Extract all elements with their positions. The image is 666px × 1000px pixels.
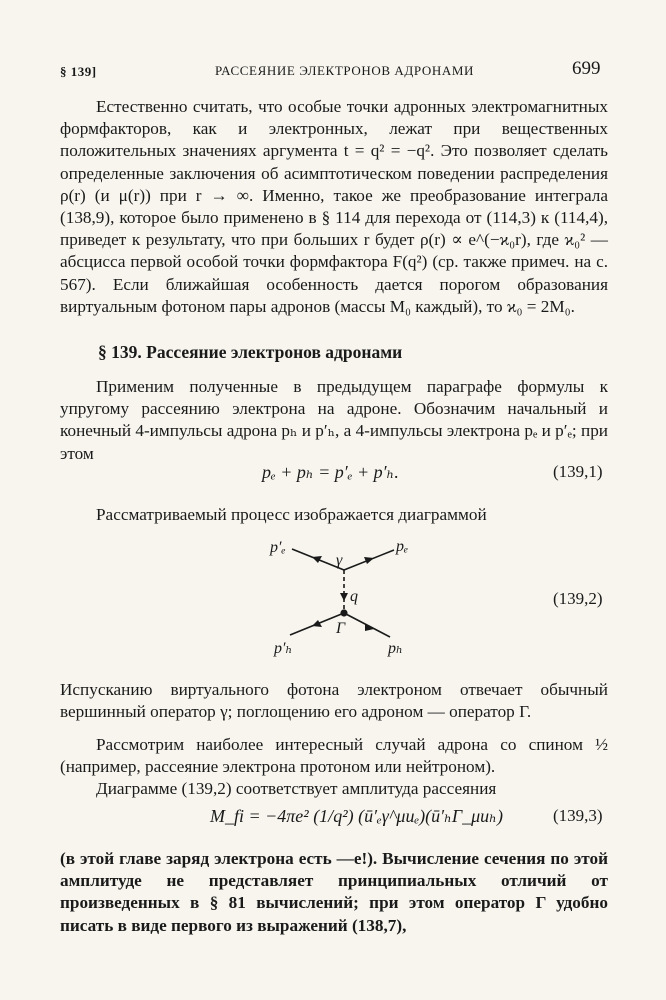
arrow-icon (364, 557, 374, 564)
label-p-e: pₑ (396, 538, 409, 555)
label-p-h: pₕ (388, 640, 403, 657)
label-vertex-gamma: Γ (336, 620, 346, 637)
page-number: 699 (572, 58, 601, 79)
label-q: q (350, 588, 358, 605)
running-header-section: § 139] (60, 64, 97, 79)
label-p-e-prime: p′ₑ (270, 539, 286, 556)
hadron-vertex (340, 609, 347, 616)
equation-number-139-1: (139,1) (553, 462, 603, 481)
equation-139-1: pₑ + pₕ = p′ₑ + p′ₕ. (262, 462, 399, 482)
paragraph-amplitude-intro: Диаграмме (139,2) соответствует амплитуда рассеяния (96, 779, 497, 798)
incoming-hadron-line (344, 613, 390, 637)
paragraph-cross-section: (в этой главе заряд электрона есть —e!). Вычисление сечения по этой амплитуде не представляет принципиальных отличий от произведенных в § 81 вычислений; при этом оператор Γ удобно писать в виде первого из выражений (138,7), (60, 849, 608, 935)
label-gamma: γ (336, 552, 343, 569)
paragraph-diagram-intro: Рассматриваемый процесс изображается диаграммой (96, 505, 487, 524)
equation-number-139-2: (139,2) (553, 589, 603, 608)
paragraph-elastic-scattering: Применим полученные в предыдущем параграфе формулы к упругому рассеянию электрона на адроне. Обозначим начальный и конечный 4-импульсы адрона pₕ и p′ₕ, а 4-импульсы электрона pₑ и p′ₑ; при этом (60, 377, 608, 463)
equation-139-3: M_fi = −4πe² (1/q²) (ū′ₑγ^μuₑ)(ū′ₕΓ_μuₕ) (210, 806, 503, 826)
arrow-icon (312, 556, 322, 563)
label-p-h-prime: p′ₕ (274, 640, 293, 657)
equation-number-139-3: (139,3) (553, 806, 603, 825)
section-heading: § 139. Рассеяние электронов адронами (98, 342, 403, 362)
feynman-diagram (262, 535, 422, 663)
paragraph-vertex-operators: Испусканию виртуального фотона электроном отвечает обычный вершинный оператор γ; поглощению его адроном — оператор Γ. (60, 680, 608, 722)
arrow-icon (340, 593, 348, 601)
paragraph-formfactor-singularities: Естественно считать, что особые точки адронных электромагнитных формфакторов, как и электронных, лежат при вещественных положительных значениях аргумента t = q² = −q². Это позволяет сделать определенные заключения об асимптотическом поведении распределения ρ(r) (и μ(r)) при r → ∞. Именно, такое же преобразование интеграла (138,9), которое было применено в § 114 для перехода от (114,3) к (114,4), приведет к результату, что при больших r будет ρ(r) ∝ e^(−ϰ₀r), где ϰ₀² — абсцисса первой особой точки формфактора F(q²) (ср. также примеч. на с. 567). Если ближайшая особенность дается порогом образования виртуальным фотоном пары адронов (массы M₀ каждый), то ϰ₀ = 2M₀. (60, 97, 608, 316)
paragraph-spin-half: Рассмотрим наиболее интересный случай адрона со спином ½ (например, рассеяние электрона протоном или нейтроном). (60, 735, 608, 777)
running-header-title: РАССЕЯНИЕ ЭЛЕКТРОНОВ АДРОНАМИ (215, 63, 474, 78)
arrow-icon (312, 620, 322, 627)
